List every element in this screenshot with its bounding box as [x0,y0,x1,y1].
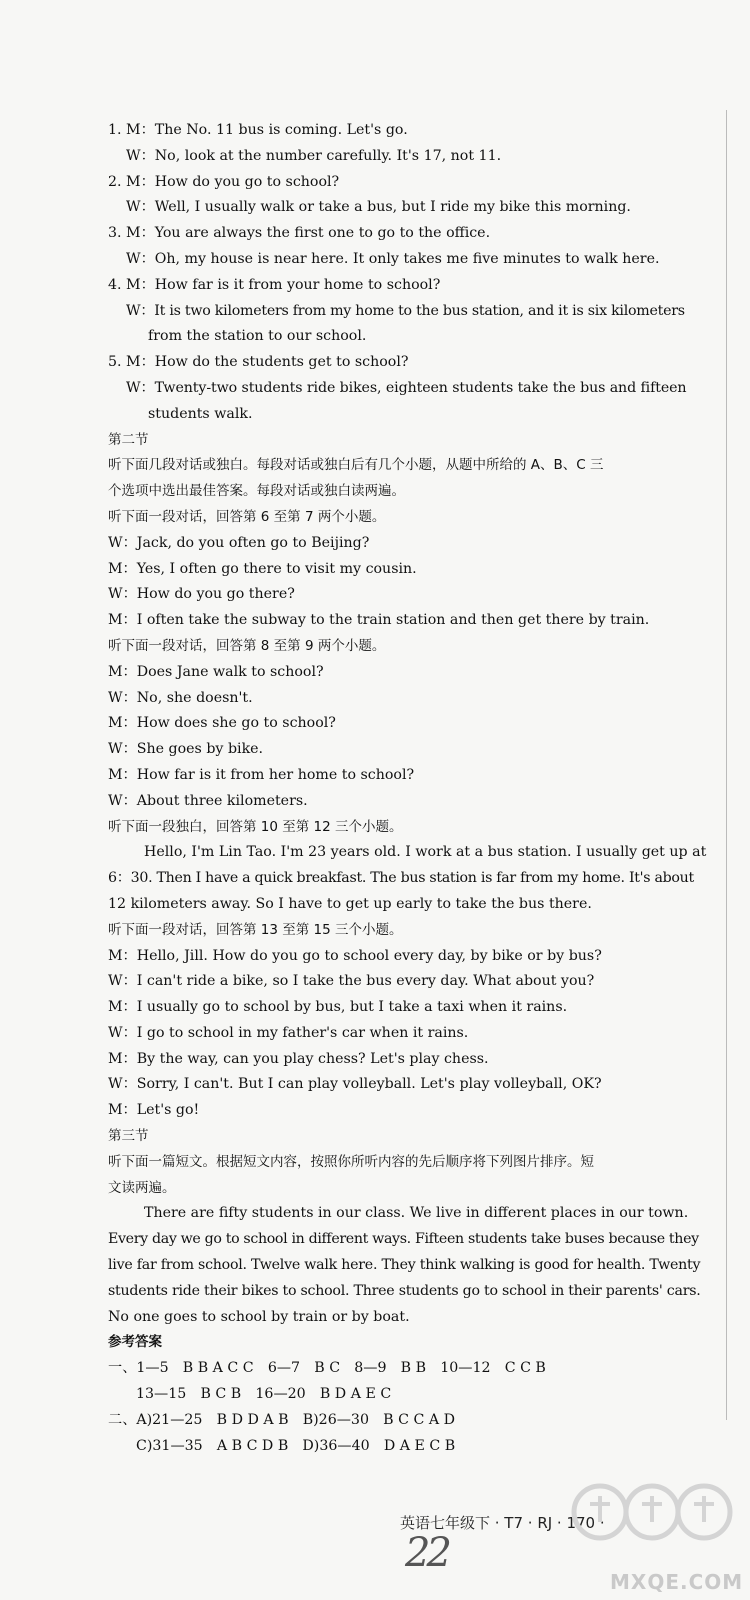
instruction-line: 个选项中选出最佳答案。每段对话或独白读两遍。 [108,483,405,500]
dialogue-line: W：She goes by bike. [108,741,264,758]
dialogue-line: students walk. [148,405,253,422]
dialogue-line: M：How does she go to school? [108,715,336,732]
passage-line: There are fifty students in our class. We live in different places in our town. [144,1205,689,1222]
dialogue-line: W：Jack, do you often go to Beijing? [108,534,370,551]
dialogue-line: 3. M：You are always the first one to go to the office. [108,225,491,242]
dialogue-line: W：How do you go there? [108,586,295,603]
part-intro: 听下面一段独白，回答第 10 至第 12 三个小题。 [108,818,403,835]
dialogue-line: 5. M：How do the students get to school? [108,354,409,371]
passage-line: Every day we go to school in different ways. Fifteen students take buses because they [108,1231,699,1248]
dialogue-line: M：Hello, Jill. How do you go to school every day, by bike or by bus? [108,947,602,964]
dialogue-line: from the station to our school. [148,328,367,345]
document-body [108,118,718,1459]
watermark-logo-icon [560,1472,740,1582]
dialogue-line: W：It is two kilometers from my home to the bus station, and it is six kilometers [126,302,685,319]
dialogue-line: M：Let's go! [108,1102,200,1119]
instruction-line: 听下面一篇短文。根据短文内容，按照你所听内容的先后顺序将下列图片排序。短 [108,1153,594,1170]
dialogue-line: M：Yes, I often go there to visit my cousin. [108,560,417,577]
monologue-line: Hello, I'm Lin Tao. I'm 23 years old. I work at a bus station. I usually get up at [144,844,707,861]
page-edge-rule [726,110,727,1420]
dialogue-line: W：No, she doesn't. [108,689,253,706]
dialogue-line: M：I often take the subway to the train station and then get there by train. [108,612,650,629]
instruction-line: 文读两遍。 [108,1179,176,1196]
dialogue-line: W：Well, I usually walk or take a bus, but I ride my bike this morning. [126,199,631,216]
dialogue-line: 2. M：How do you go to school? [108,173,340,190]
instruction-line: 听下面几段对话或独白。每段对话或独白后有几个小题，从题中所给的 A、B、C 三 [108,457,604,474]
watermark-text: MXQE.COM [610,1570,744,1594]
handwritten-page-number: 22 [405,1530,448,1576]
dialogue-line: M：By the way, can you play chess? Let's play chess. [108,1050,489,1067]
section-heading: 第三节 [108,1128,149,1145]
dialogue-line: M：I usually go to school by bus, but I take a taxi when it rains. [108,999,568,1016]
dialogue-line: M：How far is it from her home to school? [108,766,415,783]
dialogue-line: 1. M：The No. 11 bus is coming. Let's go. [108,122,408,138]
answer-line: 13—15 B C B 16—20 B D A E C [136,1386,392,1403]
monologue-line: 12 kilometers away. So I have to get up early to take the bus there. [108,895,592,912]
passage-line: live far from school. Twelve walk here. They think walking is good for health. Twenty [108,1257,701,1274]
dialogue-line: W：I go to school in my father's car when it rains. [108,1024,469,1041]
passage-line: No one goes to school by train or by boat. [108,1308,410,1325]
page-footer: 英语七年级下 · T7 · RJ · 170 · [400,1514,605,1532]
dialogue-line: W：Sorry, I can't. But I can play volleyball. Let's play volleyball, OK? [108,1076,602,1093]
dialogue-line: W：I can't ride a bike, so I take the bus every day. What about you? [108,973,595,990]
dialogue-line: W：About three kilometers. [108,792,308,809]
dialogue-line: W：Twenty-two students ride bikes, eighteen students take the bus and fifteen [126,379,687,396]
monologue-line: 6：30. Then I have a quick breakfast. The bus station is far from my home. It's about [108,870,694,887]
part-intro: 听下面一段对话，回答第 6 至第 7 两个小题。 [108,508,386,525]
answer-line: C)31—35 A B C D B D)36—40 D A E C B [136,1437,456,1454]
dialogue-line: M：Does Jane walk to school? [108,663,324,680]
part-intro: 听下面一段对话，回答第 8 至第 9 两个小题。 [108,637,386,654]
section-heading: 第二节 [108,431,149,448]
dialogue-line: W：No, look at the number carefully. It's 17, not 11. [126,147,502,164]
dialogue-line: 4. M：How far is it from your home to school? [108,276,441,293]
dialogue-line: W：Oh, my house is near here. It only takes me five minutes to walk here. [126,250,660,267]
answer-line: 二、A)21—25 B D D A B B)26—30 B C C A D [108,1411,455,1428]
answers-heading: 参考答案 [108,1334,162,1351]
answer-line: 一、1—5 B B A C C 6—7 B C 8—9 B B 10—12 C C B [108,1360,546,1377]
part-intro: 听下面一段对话，回答第 13 至第 15 三个小题。 [108,921,403,938]
passage-line: students ride their bikes to school. Three students go to school in their parents' cars. [108,1282,701,1299]
